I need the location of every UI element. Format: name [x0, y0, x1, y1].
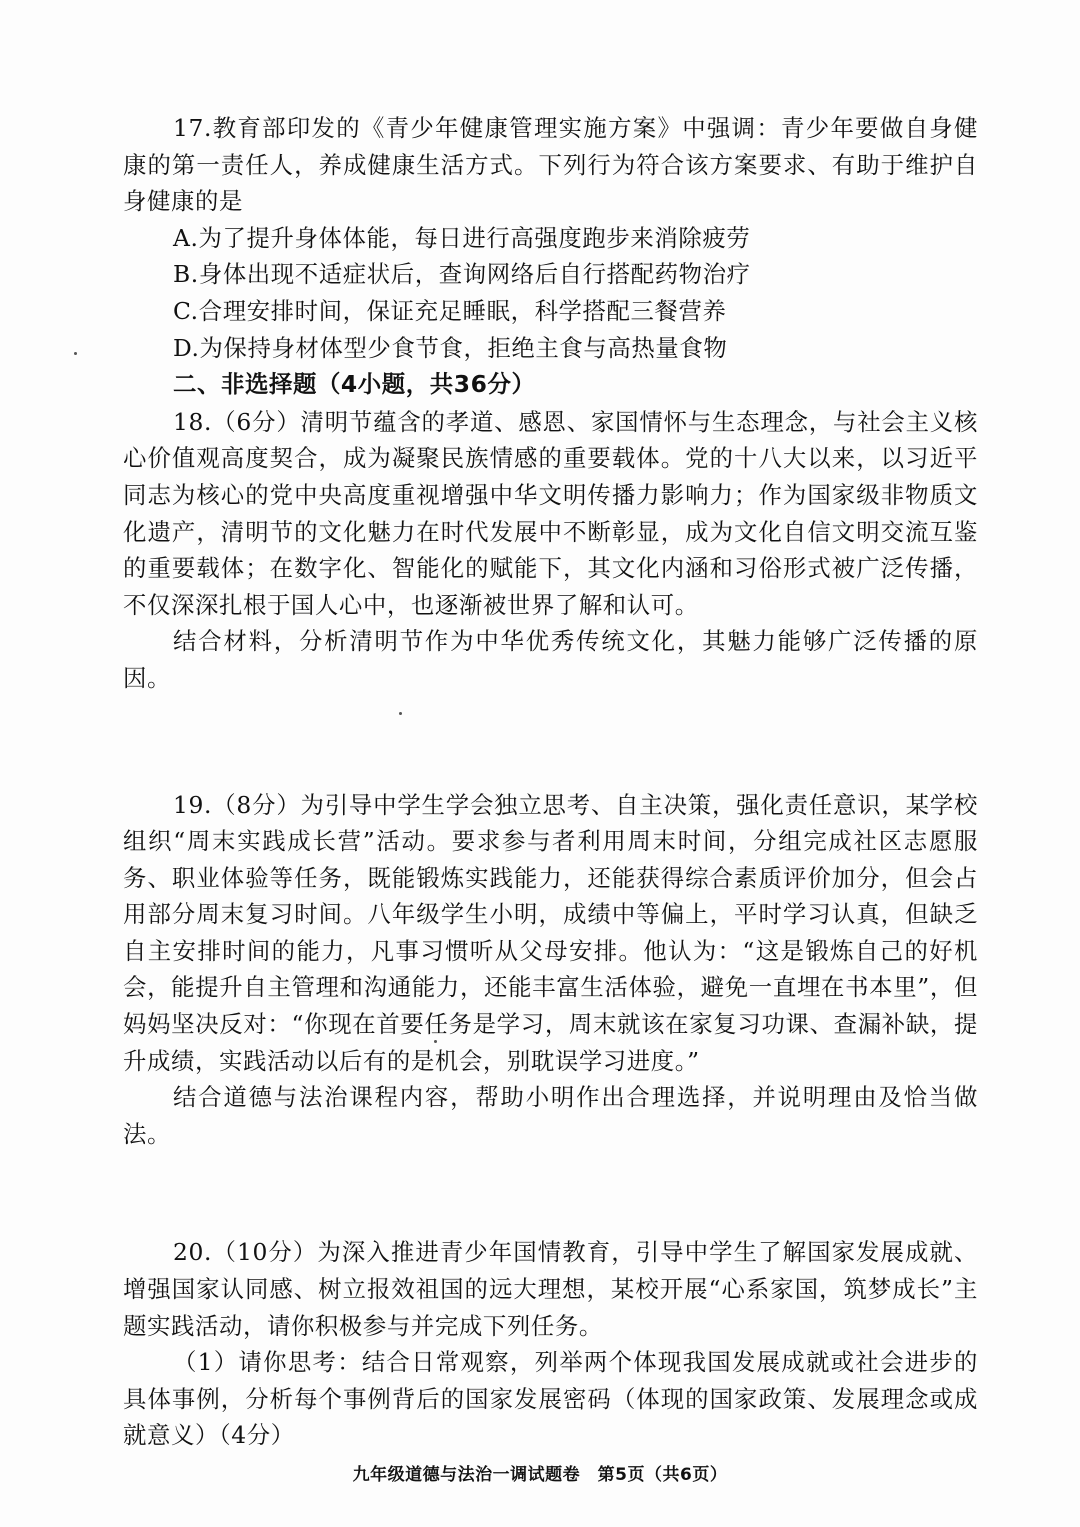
- question-18: [123, 404, 978, 697]
- scan-speck: [434, 1040, 437, 1043]
- q17-option-d: D.为保持身材体型少食节食，拒绝主食与高热量食物: [173, 333, 728, 362]
- question-20: [123, 1234, 978, 1454]
- scan-speck: [399, 712, 402, 715]
- q17-option-a: A.为了提升身体体能，每日进行高强度跑步来消除疲劳: [173, 223, 751, 252]
- section-title-non-choice: 二、非选择题（4小题，共36分）: [173, 370, 536, 399]
- q17-stem: 17.教育部印发的《青少年健康管理实施方案》中强调：青少年要做自身健康的第一责任人，养成健康生活方式。下列行为符合该方案要求、有助于维护自身健康的是: [123, 114, 978, 216]
- question-19: [123, 787, 978, 1153]
- scan-speck: [74, 352, 77, 355]
- q19-material: 19.（8分）为引导中学生学会独立思考、自主决策，强化责任意识，某学校组织“周末实践成长营”活动。要求参与者利用周末时间，分组完成社区志愿服务、职业体验等任务，既能锻炼实践能力，还能获得综合素质评价加分，但会占用部分周末复习时间。八年级学生小明，成绩中等偏上，平时学习认真，但缺乏自主安排时间的能力，凡事习惯听从父母安排。他认为：“这是锻炼自己的好机会，能提升自主管理和沟通能力，还能丰富生活体验，避免一直埋在书本里”，但妈妈坚决反对：“你现在首要任务是学习，周末就该在家复习功课、查漏补缺，提升成绩，实践活动以后有的是机会，别耽误学习进度。”: [123, 790, 978, 1075]
- q20-material: 20.（10分）为深入推进青少年国情教育，引导中学生了解国家发展成就、增强国家认同感、树立报效祖国的远大理想，某校开展“心系家国，筑梦成长”主题实践活动，请你积极参与并完成下列任务。: [123, 1238, 978, 1340]
- question-17: [123, 110, 978, 366]
- q18-material: 18.（6分）清明节蕴含的孝道、感恩、家国情怀与生态理念，与社会主义核心价值观高度契合，成为凝聚民族情感的重要载体。党的十八大以来，以习近平同志为核心的党中央高度重视增强中华文明传播力影响力；作为国家级非物质文化遗产，清明节的文化魅力在时代发展中不断彰显，成为文化自信文明交流互鉴的重要载体；在数字化、智能化的赋能下，其文化内涵和习俗形式被广泛传播，不仅深深扎根于国人心中，也逐渐被世界了解和认可。: [123, 407, 978, 619]
- page-footer: 九年级道德与法治一调试题卷 第5页（共6页）: [352, 1465, 728, 1485]
- q17-option-c: C.合理安排时间，保证充足睡眠，科学搭配三餐营养: [173, 296, 727, 325]
- q18-question: 结合材料，分析清明节作为中华优秀传统文化，其魅力能够广泛传播的原因。: [123, 627, 978, 692]
- q17-option-b: B.身体出现不适症状后，查询网络后自行搭配药物治疗: [173, 260, 751, 289]
- page-content: [123, 110, 978, 1454]
- q20-subquestion-1: （1）请你思考：结合日常观察，列举两个体现我国发展成就或社会进步的具体事例，分析每个事例背后的国家发展密码（体现的国家政策、发展理念或成就意义）（4分）: [123, 1348, 978, 1450]
- q19-question: 结合道德与法治课程内容，帮助小明作出合理选择，并说明理由及恰当做法。: [123, 1083, 978, 1148]
